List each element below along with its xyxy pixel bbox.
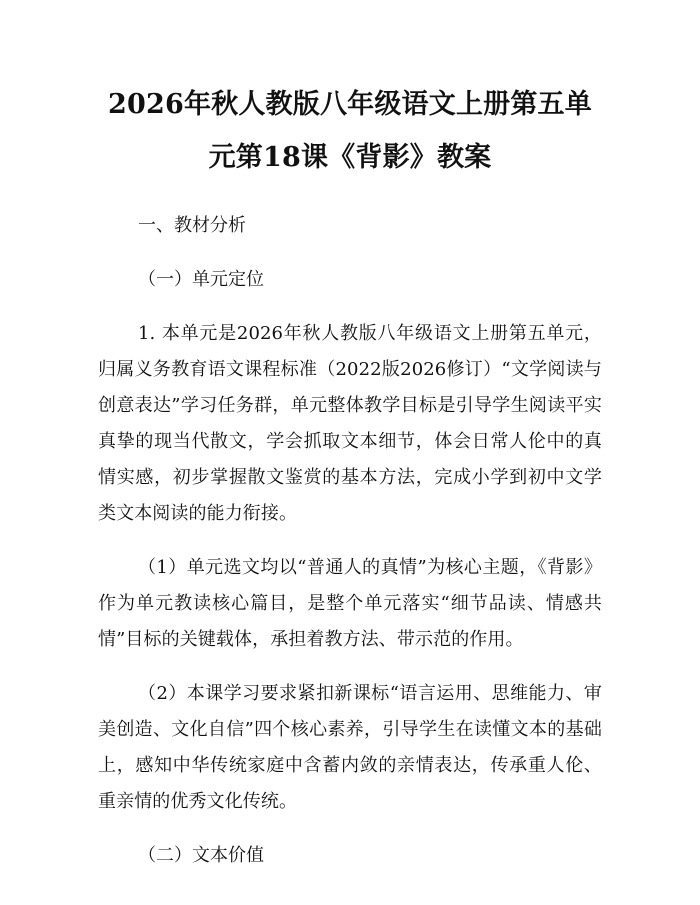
section-subheading-text-value: （二）文本价值 — [138, 845, 264, 866]
section-heading-analysis: 一、教材分析 — [138, 215, 246, 236]
paragraph-unit-overview: 1. 本单元是2026年秋人教版八年级语文上册第五单元，归属义务教育语文课程标准（2022版2026修订）“文学阅读与创意表达”学习任务群，单元整体教学目标是引导学生阅读平实真挚的现当代散文，学会抓取文本细节，体会日常人伦中的真情实感，初步掌握散文鉴赏的基本方法，完成小学到初中文学类文本阅读的能力衔接。 — [98, 323, 602, 524]
paragraph-unit-theme: （1）单元选文均以“普通人的真情”为核心主题，《背影》作为单元教读核心篇目，是整个单元落实“细节品读、情感共情”目标的关键载体，承担着教方法、带示范的作用。 — [98, 557, 602, 650]
paragraph-core-literacy: （2）本课学习要求紧扣新课标“语言运用、思维能力、审美创造、文化自信”四个核心素养，引导学生在读懂文本的基础上，感知中华传统家庭中含蓄内敛的亲情表达，传承重人伦、重亲情的优秀文化传统。 — [98, 683, 602, 812]
section-subheading-unit-positioning: （一）单元定位 — [138, 269, 264, 290]
document-title: 2026年秋人教版八年级语文上册第五单元第18课《背影》教案 — [108, 89, 592, 173]
